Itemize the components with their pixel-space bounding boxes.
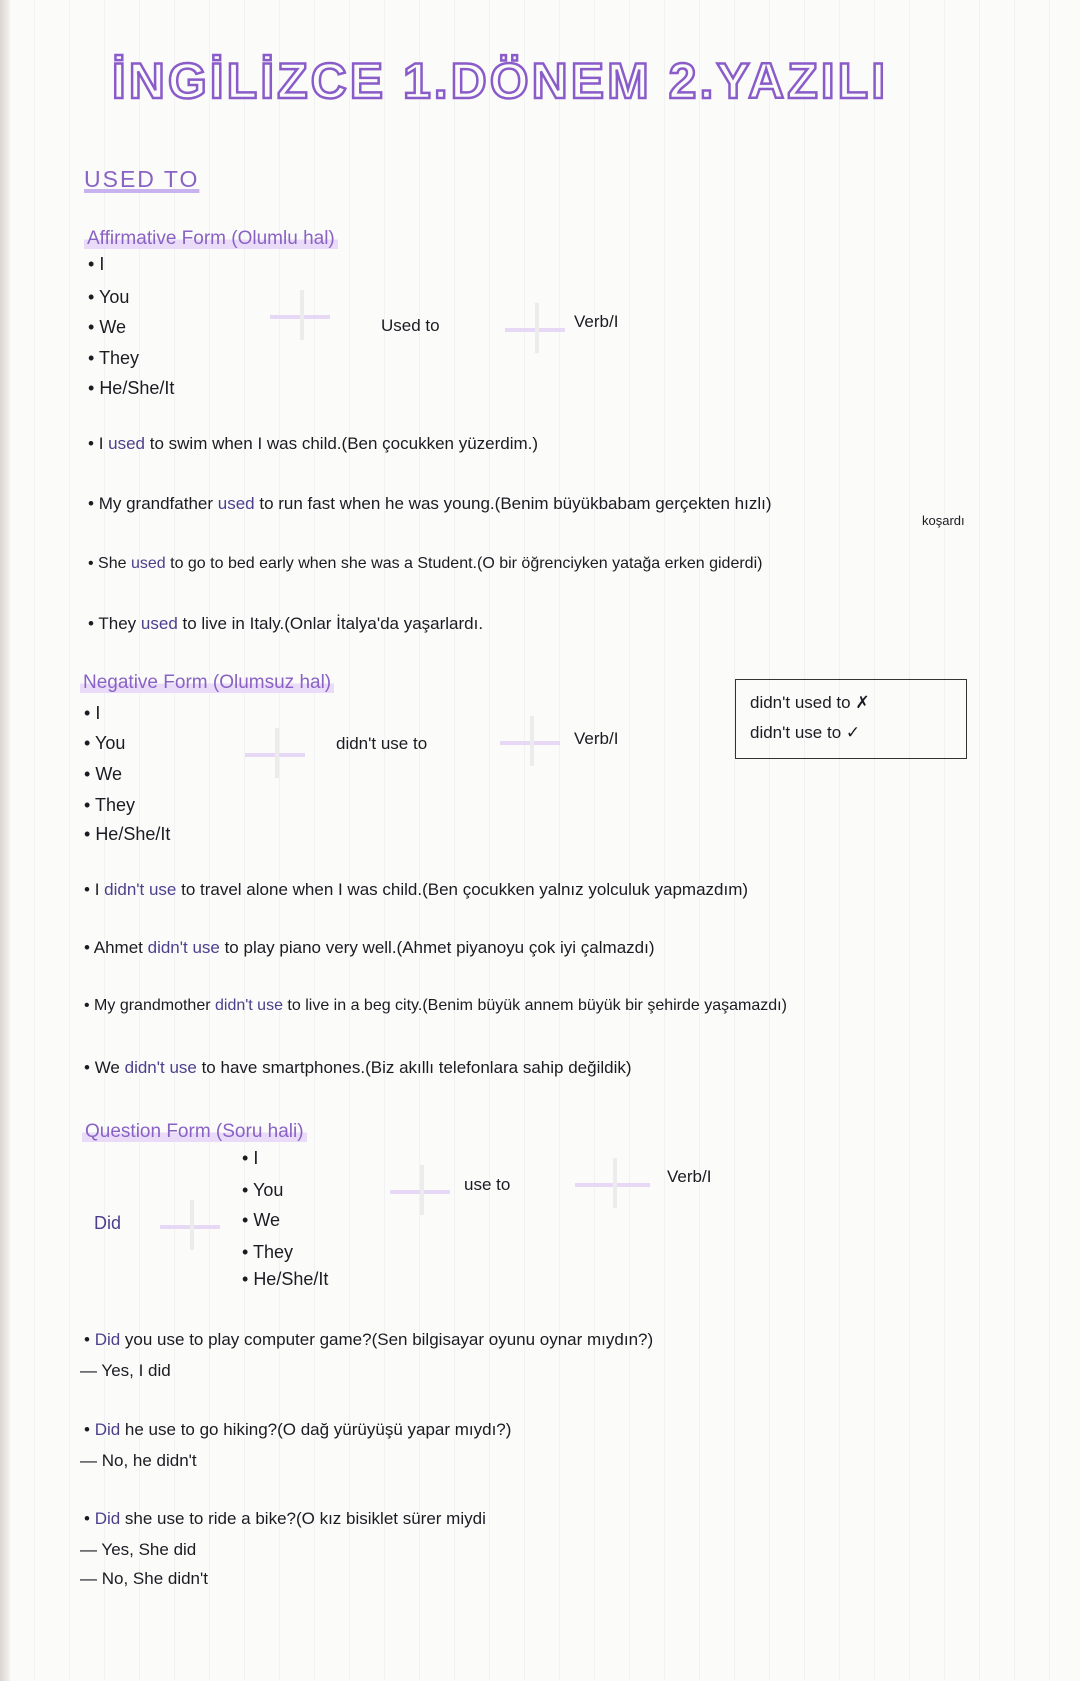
subject-item: • You [242,1180,284,1200]
page-edge [0,0,10,1681]
subject-item: • They [88,348,140,368]
subject-item: • You [84,733,126,753]
example-question: • Did he use to go hiking?(O dağ yürüyüşü yapar mıydı?) [84,1420,512,1439]
structure-start: Did [94,1213,122,1233]
question-heading: Question Form (Soru hali) [82,1121,307,1143]
plus-sign [245,728,305,778]
example-sentence: • Ahmet didn't use to play piano very well.(Ahmet piyanoyu çok iyi çalmazdı) [84,938,655,957]
subject-item: • We [242,1210,280,1230]
subject-item: • They [242,1242,294,1262]
affirmative-heading: Affirmative Form (Olumlu hal) [84,228,338,250]
note-wrong: didn't used to ✗ [750,693,870,712]
plus-sign [390,1165,450,1215]
structure-end: Verb/I [667,1167,712,1186]
example-sentence: • My grandmother didn't use to live in a beg city.(Benim büyük annem büyük bir şehirde yaşamazdı) [84,997,787,1014]
example-sentence: • They used to live in Italy.(Onlar İtalya'da yaşarlardı. [88,614,484,633]
plus-sign [160,1200,220,1250]
example-sentence: • My grandfather used to run fast when he was young.(Benim büyükbabam gerçekten hızlı) [88,494,772,513]
example-sentence: • She used to go to bed early when she was a Student.(O bir öğrenciyken yatağa erken giderdi) [88,555,763,572]
example-question: • Did you use to play computer game?(Sen bilgisayar oyunu oynar mıydın?) [84,1330,654,1349]
plus-sign [575,1158,650,1208]
subject-item: • We [88,317,126,337]
structure-middle: use to [464,1175,511,1194]
subject-item: • I [88,254,105,274]
note-correct: didn't use to ✓ [750,723,861,742]
subject-item: • He/She/It [84,824,171,844]
plus-sign [500,716,560,766]
example-answer: — No, She didn't [80,1569,208,1588]
example-sentence: • We didn't use to have smartphones.(Biz akıllı telefonlara sahip değildik) [84,1058,632,1077]
structure-end: Verb/I [574,312,619,331]
structure-middle: didn't use to [336,734,428,753]
section-title: USED TO [84,166,200,192]
example-answer: — Yes, She did [80,1540,197,1559]
subject-item: • He/She/It [242,1269,329,1289]
note-box [735,679,967,759]
subject-item: • He/She/It [88,378,175,398]
subject-item: • I [242,1148,259,1168]
example-answer: — Yes, I did [80,1361,171,1380]
structure-end: Verb/I [574,729,619,748]
example-question: • Did she use to ride a bike?(O kız bisiklet sürer miydi [84,1509,486,1528]
negative-heading: Negative Form (Olumsuz hal) [80,672,334,694]
plus-sign [270,290,330,340]
example-sentence: • I used to swim when I was child.(Ben çocukken yüzerdim.) [88,434,539,453]
subject-item: • You [88,287,130,307]
subject-item: • We [84,764,122,784]
plus-sign [505,303,565,353]
subject-item: • I [84,703,101,723]
example-answer: — No, he didn't [80,1451,197,1470]
example-continuation: koşardı [922,513,965,528]
example-sentence: • I didn't use to travel alone when I was child.(Ben çocukken yalnız yolculuk yapmazdım) [84,880,749,899]
page-title: İNGİLİZCE 1.DÖNEM 2.YAZILI [111,53,889,109]
subject-item: • They [84,795,136,815]
structure-middle: Used to [381,316,440,335]
